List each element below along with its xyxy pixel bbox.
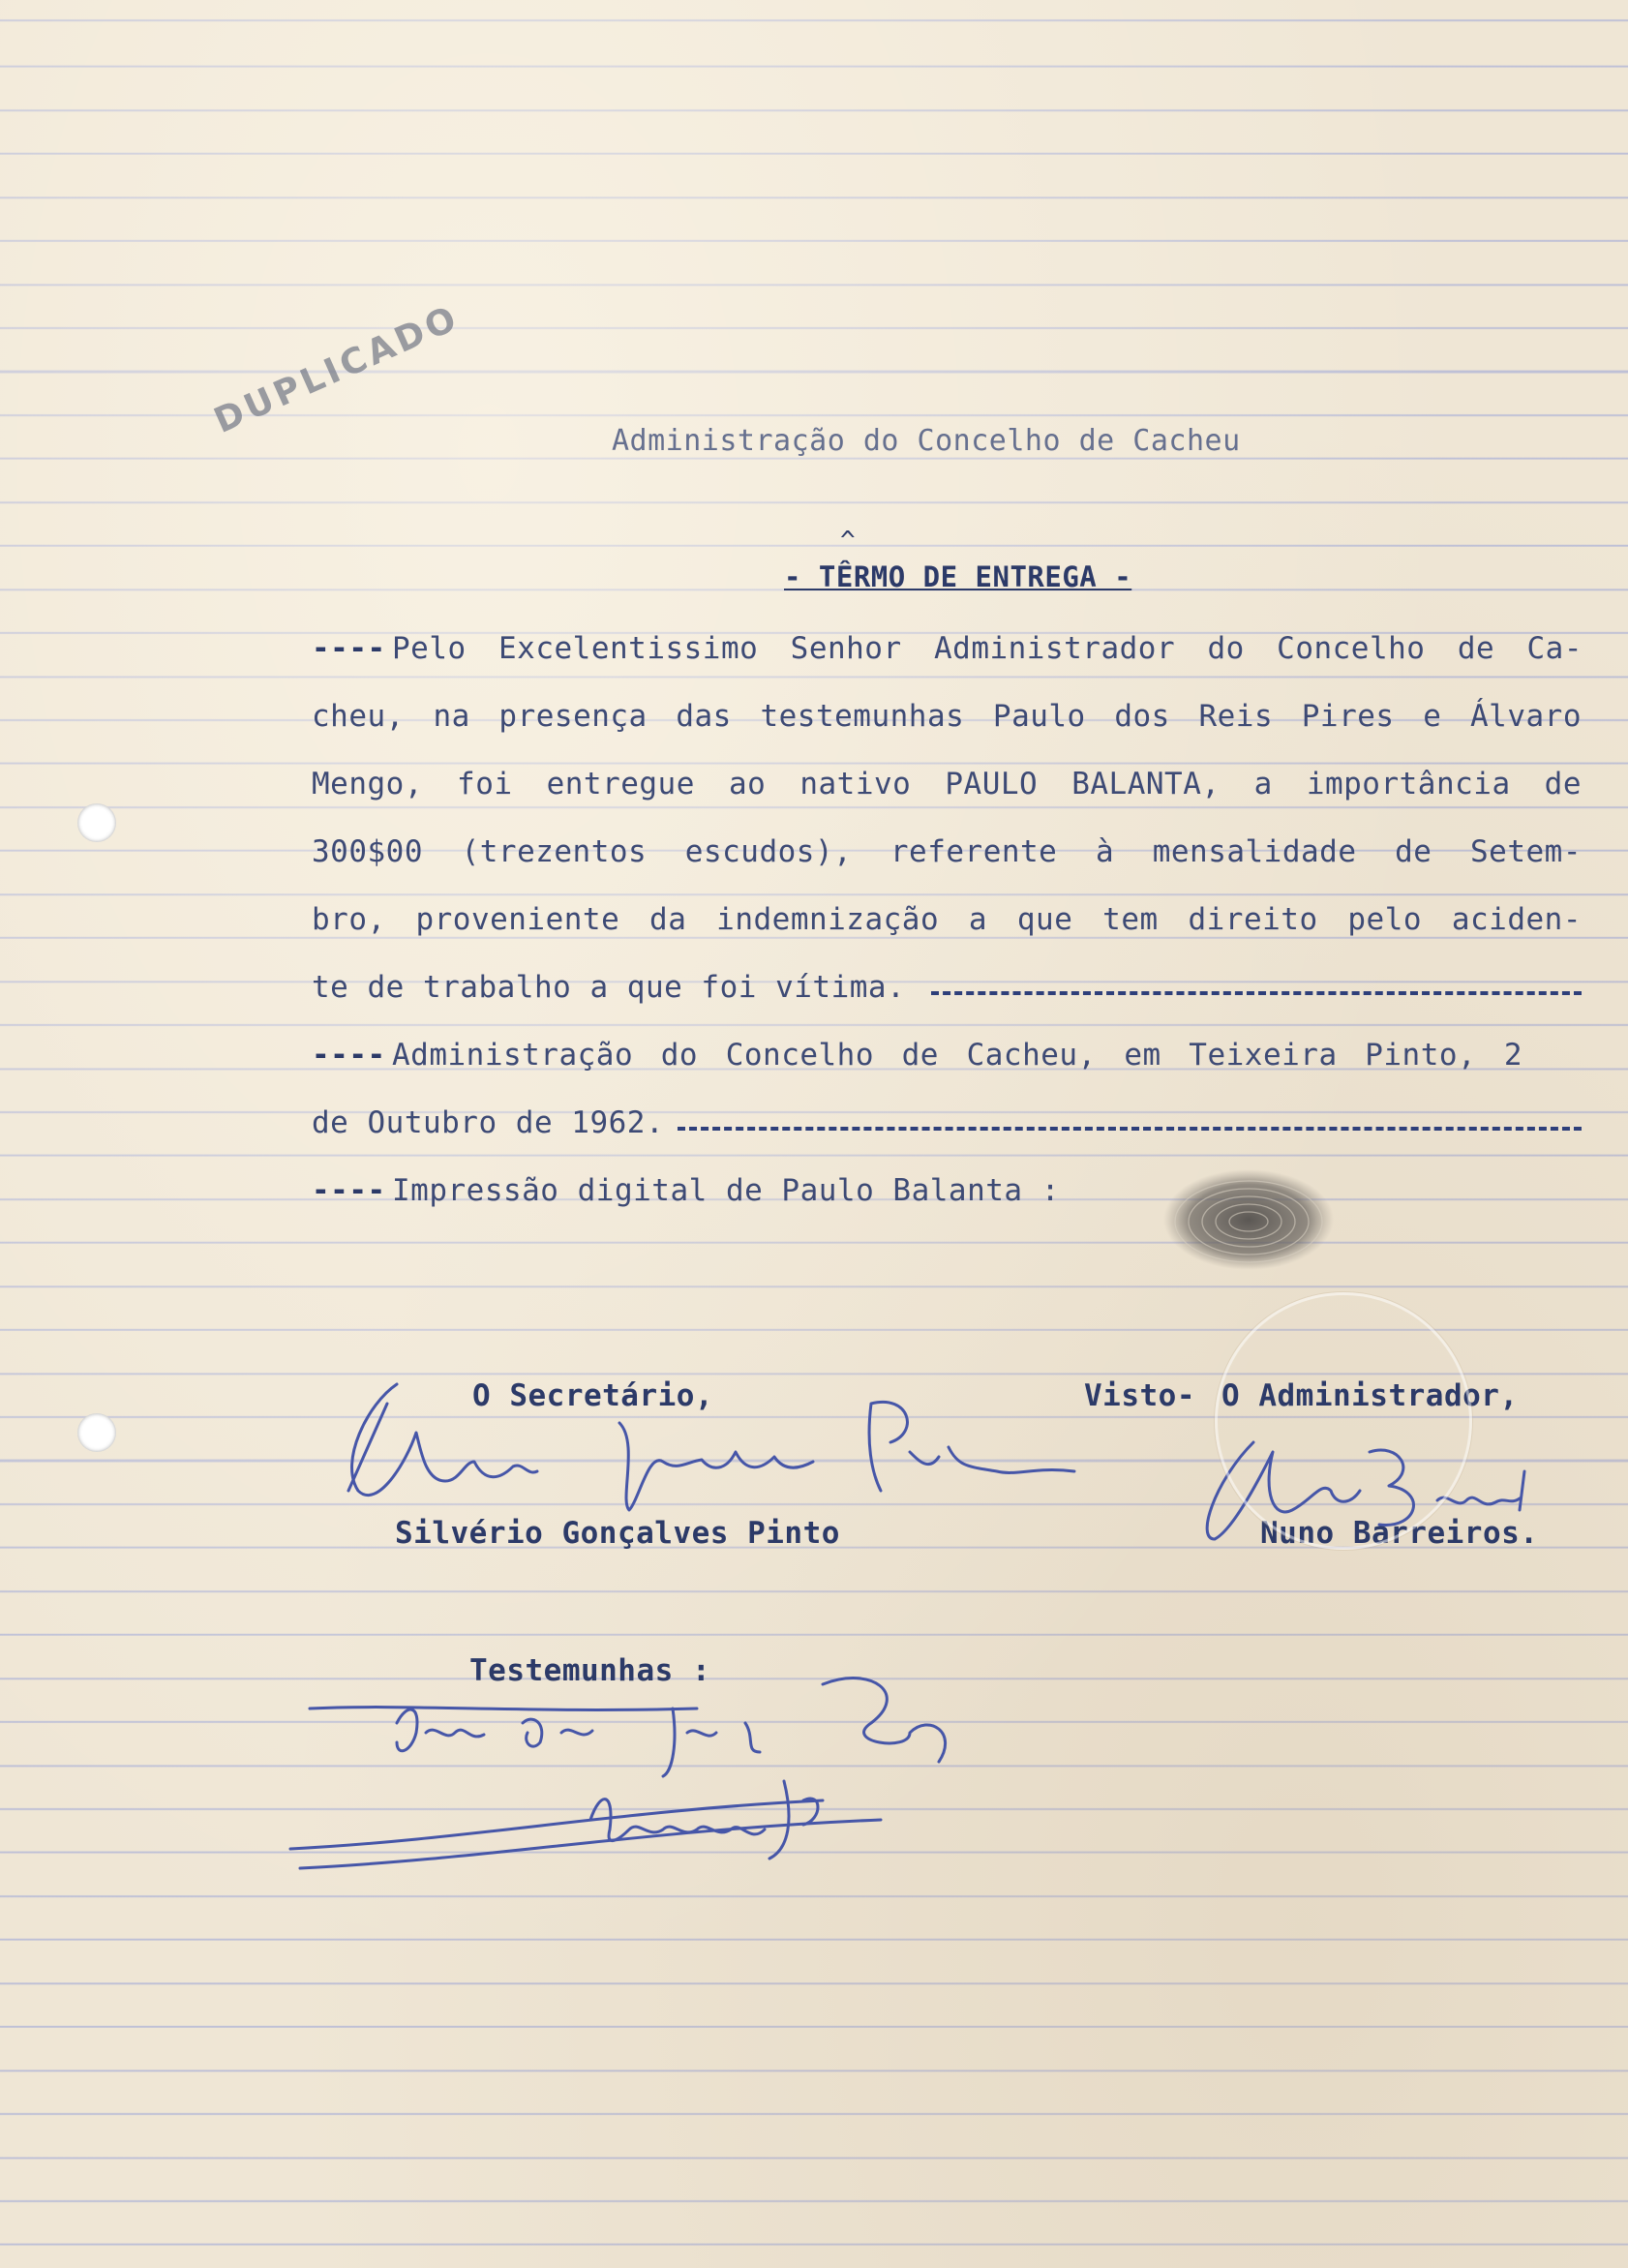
administrator-role: O Administrador, [1221,1378,1519,1413]
body-line-6: te de trabalho a que foi vítima. [312,970,906,1005]
embossed-seal [1215,1292,1472,1550]
punch-hole-top [77,803,116,842]
secretary-name: Silvério Gonçalves Pinto [395,1516,840,1551]
fingerprint-lead: ---- [312,1173,386,1208]
body-line-5: bro, proveniente da indemnização a que tem direito pelo aciden- [312,902,1582,937]
witness-signature-2 [281,1762,958,1878]
punch-hole-bottom [77,1413,116,1452]
place-date-line-1: Administração do Concelho de Cacheu, em Teixeira Pinto, 2 [392,1038,1522,1073]
fingerprint-image [1157,1162,1341,1278]
title-accent-mark: ^ [840,527,856,556]
document-title: - TÊRMO DE ENTREGA - [784,560,1132,593]
secretary-signature [329,1346,1045,1520]
body-line-3: Mengo, foi entregue ao nativo PAULO BALANTA, a importância de [312,767,1582,801]
body-line-1: Pelo Excelentissimo Senhor Administrador do Concelho de Ca- [392,631,1583,666]
body-line-4: 300$00 (trezentos escudos), referente à mensalidade de Setem- [312,834,1582,869]
date-dash-fill [678,1127,1582,1131]
body-line-1-lead: ---- [312,631,386,666]
duplicado-stamp: DUPLICADO [208,297,467,441]
administrator-name: Nuno Barreiros. [1260,1516,1539,1551]
secretary-role: O Secretário, [472,1378,714,1413]
witnesses-label: Testemunhas : [469,1653,711,1688]
fingerprint-label: Impressão digital de Paulo Balanta : [392,1173,1060,1208]
line-6-dash-fill [931,991,1582,995]
place-date-line-2: de Outubro de 1962. [312,1105,665,1140]
body-line-2: cheu, na presença das testemunhas Paulo dos Reis Pires e Álvaro [312,699,1582,734]
visto-label: Visto- [1084,1378,1195,1413]
place-date-lead: ---- [312,1038,386,1073]
office-header: Administração do Concelho de Cacheu [612,424,1241,458]
